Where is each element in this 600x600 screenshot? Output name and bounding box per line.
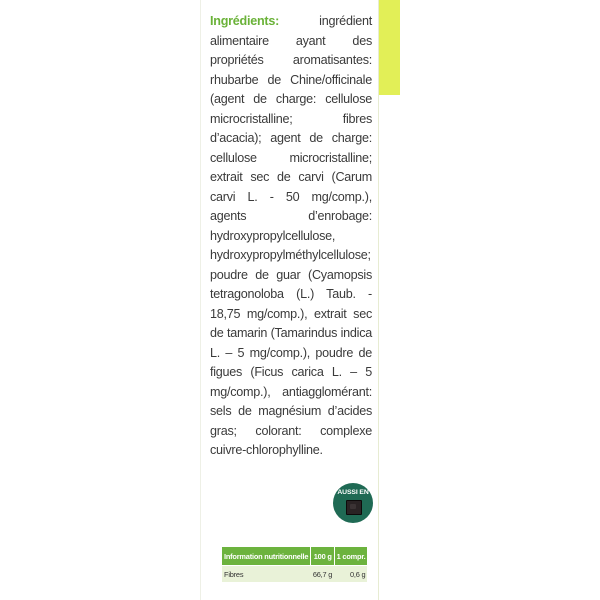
aussi-en-badge xyxy=(333,483,373,523)
nutrition-header-100g: 100 g xyxy=(311,547,334,566)
tablet-icon xyxy=(346,500,362,515)
nutrient-per-100g: 66,7 g xyxy=(311,566,334,583)
ingredients-text: ingrédient alimentaire ayant des propriétés aromatisantes: rhubarbe de Chine/officinale (agent de charge: cellulose microcristalline; fibres d’acacia); agent de charge: cellulose microcristalline; extrait sec de carvi (Carum carvi L. - 50 mg/comp.), agents d’enrobage: hydroxypropylcellulose, hydroxypropylméthylcellulose; poudre de guar (Cyamopsis tetragonoloba (L.) Taub. - 18,75 mg/comp.), extrait sec de tamarin (Tamarindus indica L. – 5 mg/comp.), poudre de figues (Ficus carica L. – 5 mg/comp.), antiagglomérant: sels de magnésium d’acides gras; colorant: complexe cuivre-chlorophylline. xyxy=(210,14,372,457)
nutrition-table xyxy=(222,547,367,582)
lime-accent-strip xyxy=(378,0,400,95)
nutrition-header-info: Information nutritionnelle xyxy=(222,547,311,566)
table-row xyxy=(222,566,367,583)
ingredients-label: Ingrédients: xyxy=(210,14,280,28)
aussi-en-label: AUSSI EN xyxy=(337,489,369,496)
nutrition-header-tablet: 1 compr. xyxy=(334,547,367,566)
nutrient-name: Fibres xyxy=(222,566,311,583)
nutrition-header-row xyxy=(222,547,367,566)
nutrient-per-tablet: 0,6 g xyxy=(334,566,367,583)
ingredients-paragraph xyxy=(210,12,372,461)
